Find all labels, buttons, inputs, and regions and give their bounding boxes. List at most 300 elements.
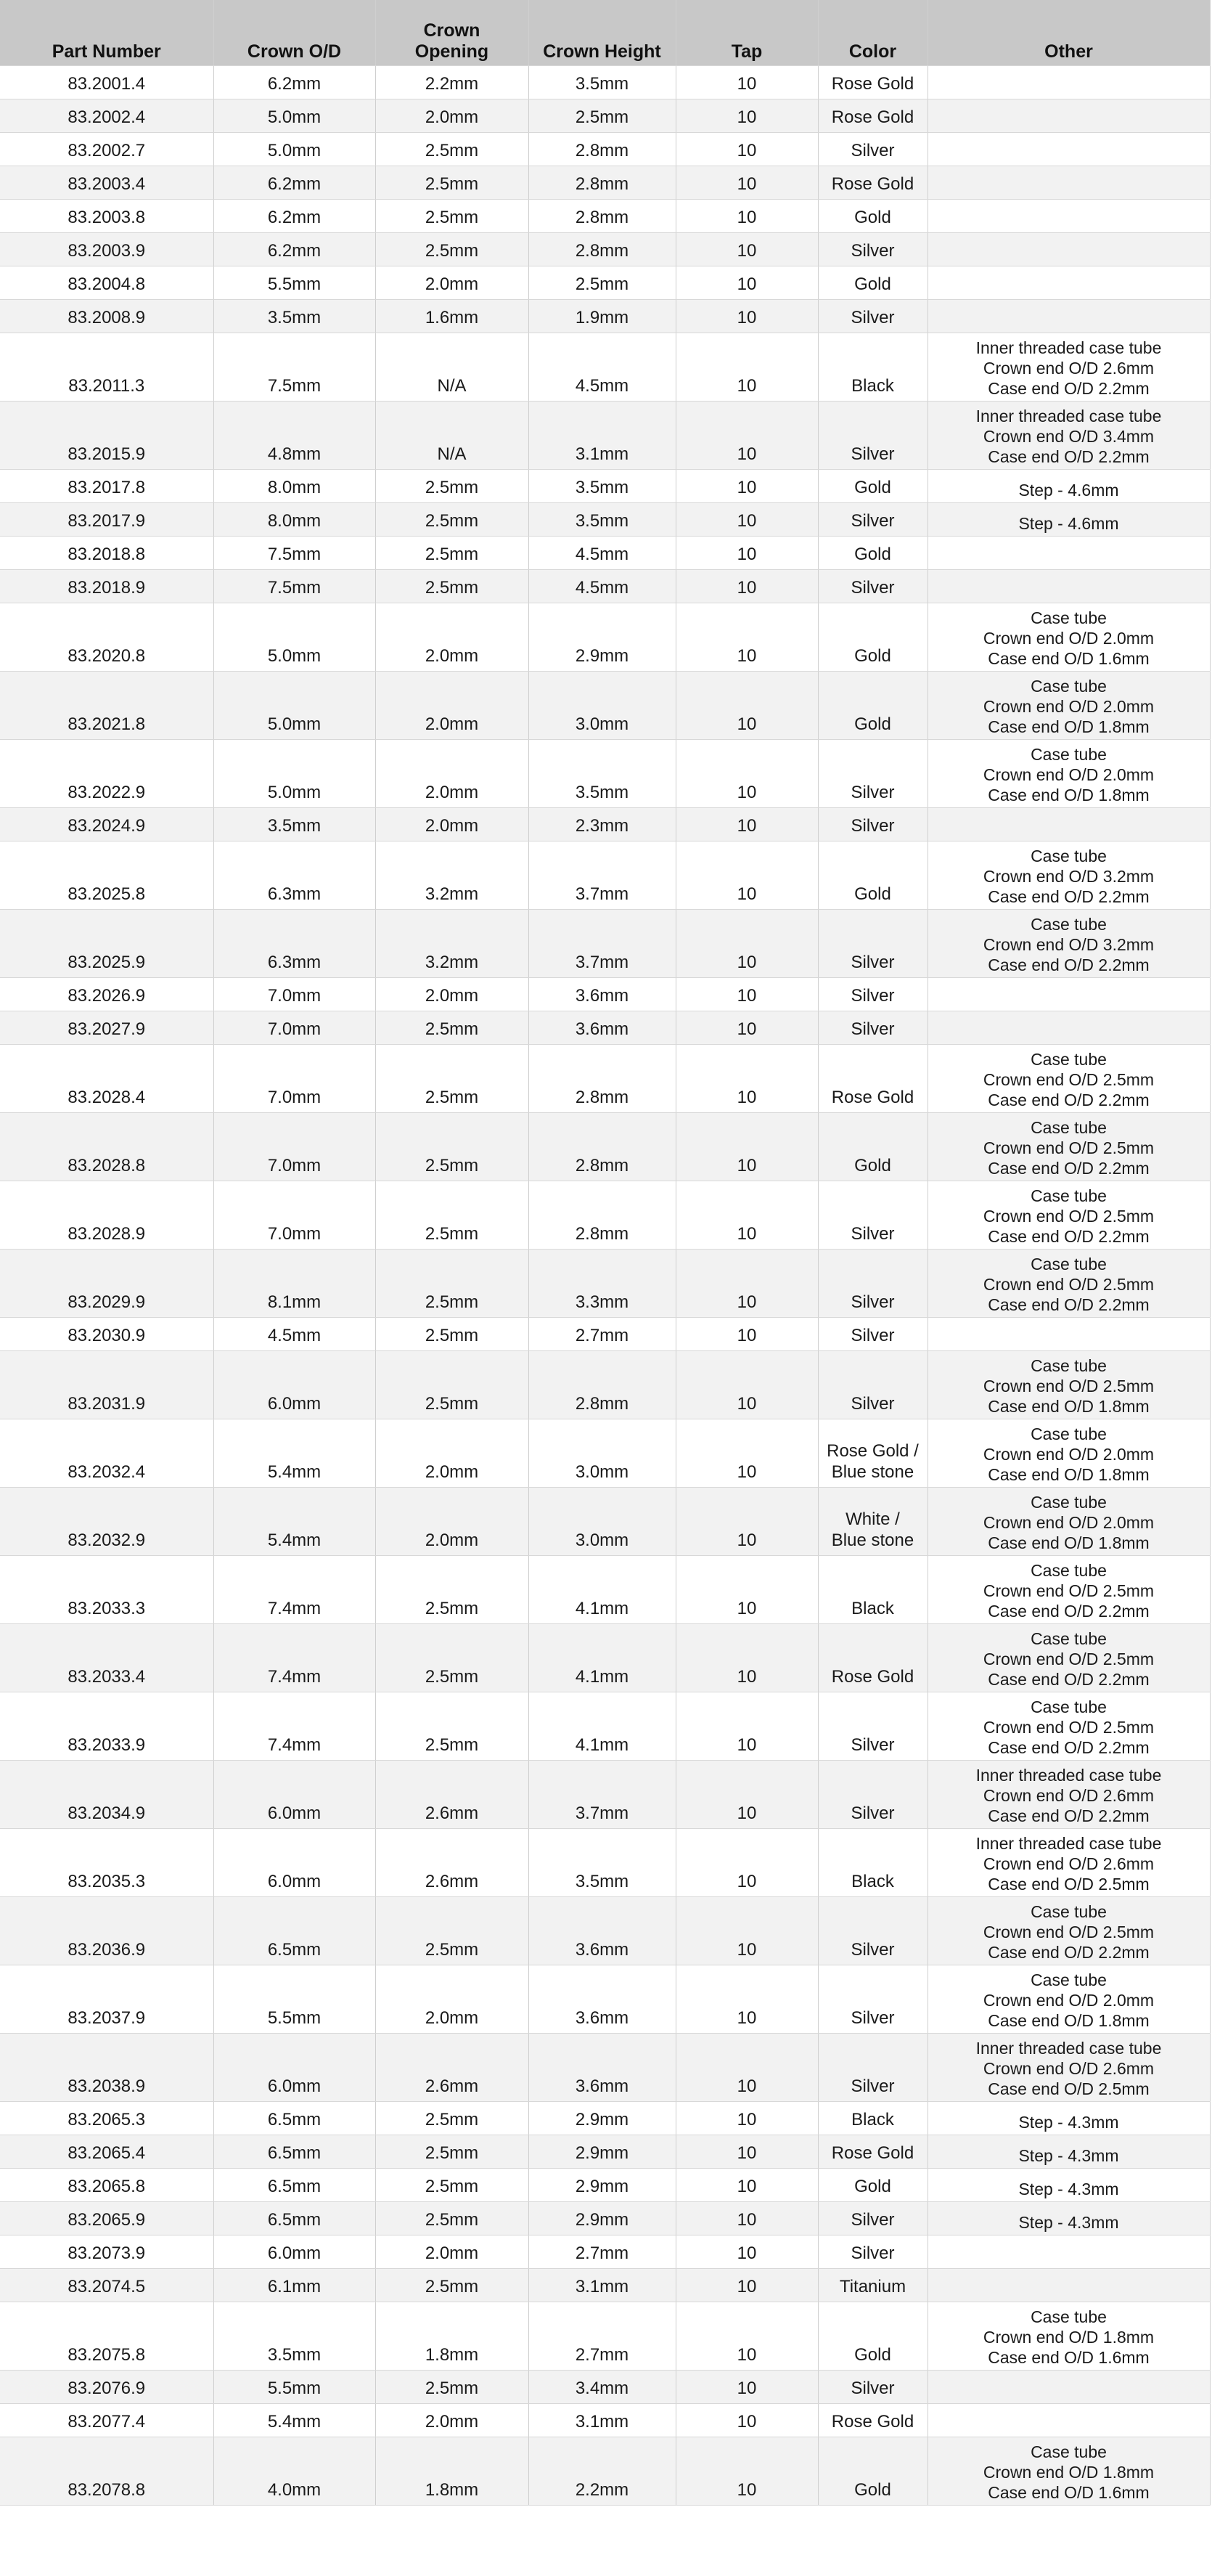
crown-od-cell: 6.3mm: [213, 910, 375, 978]
crown-od-cell: 6.5mm: [213, 2169, 375, 2202]
tap-cell: 10: [676, 2371, 818, 2404]
crown-height-cell: 1.9mm: [528, 300, 676, 333]
crown-height-cell: 2.8mm: [528, 1351, 676, 1419]
crown-opening-cell: 2.0mm: [375, 99, 528, 133]
table-row: [0, 1419, 1210, 1488]
part-number-cell: 83.2033.3: [0, 1556, 213, 1624]
other-cell: [928, 133, 1210, 166]
crown-opening-cell: 2.0mm: [375, 808, 528, 841]
crown-opening-cell: 2.5mm: [375, 1624, 528, 1692]
crown-height-cell: 2.7mm: [528, 2235, 676, 2269]
tap-cell: 10: [676, 978, 818, 1011]
tap-cell: 10: [676, 1624, 818, 1692]
other-cell: Case tube Crown end O/D 3.2mm Case end O/D 2.2mm: [928, 841, 1210, 910]
tap-cell: 10: [676, 910, 818, 978]
crown-height-cell: 2.9mm: [528, 603, 676, 672]
crown-od-cell: 7.0mm: [213, 978, 375, 1011]
table-row: [0, 1113, 1210, 1181]
tap-cell: 10: [676, 2034, 818, 2102]
header-crown-od: Crown O/D: [213, 0, 375, 66]
tap-cell: 10: [676, 808, 818, 841]
other-cell: [928, 233, 1210, 266]
tap-cell: 10: [676, 603, 818, 672]
part-number-cell: 83.2004.8: [0, 266, 213, 300]
other-cell: Case tube Crown end O/D 2.5mm Case end O/D 2.2mm: [928, 1897, 1210, 1965]
color-cell: Silver: [818, 910, 928, 978]
header-crown-opening: Crown Opening: [375, 0, 528, 66]
color-cell: Silver: [818, 503, 928, 537]
other-cell: Case tube Crown end O/D 2.0mm Case end O/D 1.6mm: [928, 603, 1210, 672]
crown-height-cell: 3.5mm: [528, 470, 676, 503]
part-number-cell: 83.2033.9: [0, 1692, 213, 1761]
crown-opening-cell: 2.5mm: [375, 570, 528, 603]
tap-cell: 10: [676, 537, 818, 570]
crown-od-cell: 4.0mm: [213, 2437, 375, 2506]
table-row: [0, 2135, 1210, 2169]
crown-od-cell: 3.5mm: [213, 300, 375, 333]
part-number-cell: 83.2018.9: [0, 570, 213, 603]
crown-opening-cell: 2.0mm: [375, 603, 528, 672]
crown-od-cell: 6.2mm: [213, 233, 375, 266]
crown-od-cell: 6.2mm: [213, 200, 375, 233]
table-row: [0, 402, 1210, 470]
part-number-cell: 83.2029.9: [0, 1250, 213, 1318]
part-number-cell: 83.2076.9: [0, 2371, 213, 2404]
crown-opening-cell: 2.6mm: [375, 2034, 528, 2102]
crown-opening-cell: 2.5mm: [375, 1250, 528, 1318]
table-row: [0, 333, 1210, 402]
crown-od-cell: 5.0mm: [213, 99, 375, 133]
crown-height-cell: 4.1mm: [528, 1624, 676, 1692]
crown-opening-cell: 2.5mm: [375, 1692, 528, 1761]
other-cell: Case tube Crown end O/D 2.0mm Case end O/D 1.8mm: [928, 1965, 1210, 2034]
crown-od-cell: 6.1mm: [213, 2269, 375, 2302]
crown-opening-cell: N/A: [375, 402, 528, 470]
color-cell: Silver: [818, 1011, 928, 1045]
crown-od-cell: 7.4mm: [213, 1624, 375, 1692]
crown-opening-cell: 2.0mm: [375, 266, 528, 300]
crown-opening-cell: N/A: [375, 333, 528, 402]
part-number-cell: 83.2018.8: [0, 537, 213, 570]
tap-cell: 10: [676, 233, 818, 266]
part-number-cell: 83.2035.3: [0, 1829, 213, 1897]
table-row: [0, 99, 1210, 133]
crown-od-cell: 5.5mm: [213, 2371, 375, 2404]
other-cell: [928, 1318, 1210, 1351]
part-number-cell: 83.2024.9: [0, 808, 213, 841]
table-row: [0, 1011, 1210, 1045]
other-cell: Inner threaded case tube Crown end O/D 2.6mm Case end O/D 2.2mm: [928, 333, 1210, 402]
part-number-cell: 83.2065.8: [0, 2169, 213, 2202]
crown-od-cell: 5.0mm: [213, 603, 375, 672]
table-row: [0, 1692, 1210, 1761]
crown-height-cell: 3.5mm: [528, 1829, 676, 1897]
table-row: [0, 503, 1210, 537]
other-cell: Case tube Crown end O/D 2.5mm Case end O/D 2.2mm: [928, 1692, 1210, 1761]
tap-cell: 10: [676, 1045, 818, 1113]
part-number-cell: 83.2021.8: [0, 672, 213, 740]
crown-height-cell: 2.7mm: [528, 2302, 676, 2371]
tap-cell: 10: [676, 266, 818, 300]
crown-opening-cell: 2.0mm: [375, 672, 528, 740]
color-cell: Gold: [818, 537, 928, 570]
crown-height-cell: 3.0mm: [528, 1488, 676, 1556]
header-color: Color: [818, 0, 928, 66]
table-row: [0, 1761, 1210, 1829]
crown-opening-cell: 2.5mm: [375, 2102, 528, 2135]
other-cell: Step - 4.3mm: [928, 2102, 1210, 2135]
table-row: [0, 1624, 1210, 1692]
tap-cell: 10: [676, 1181, 818, 1250]
crown-height-cell: 2.8mm: [528, 1181, 676, 1250]
crown-opening-cell: 2.5mm: [375, 1318, 528, 1351]
color-cell: Rose Gold: [818, 66, 928, 99]
crown-od-cell: 6.0mm: [213, 2034, 375, 2102]
tap-cell: 10: [676, 1897, 818, 1965]
other-cell: [928, 200, 1210, 233]
crown-od-cell: 6.5mm: [213, 1897, 375, 1965]
tap-cell: 10: [676, 133, 818, 166]
crown-opening-cell: 2.6mm: [375, 1829, 528, 1897]
other-cell: [928, 99, 1210, 133]
part-number-cell: 83.2032.4: [0, 1419, 213, 1488]
table-row: [0, 978, 1210, 1011]
crown-od-cell: 6.0mm: [213, 1761, 375, 1829]
crown-od-cell: 6.2mm: [213, 66, 375, 99]
tap-cell: 10: [676, 2269, 818, 2302]
crown-od-cell: 6.2mm: [213, 166, 375, 200]
other-cell: Case tube Crown end O/D 2.5mm Case end O/D 2.2mm: [928, 1250, 1210, 1318]
crown-od-cell: 3.5mm: [213, 808, 375, 841]
crown-opening-cell: 2.5mm: [375, 1045, 528, 1113]
tap-cell: 10: [676, 2135, 818, 2169]
crown-height-cell: 3.1mm: [528, 2269, 676, 2302]
crown-height-cell: 3.5mm: [528, 66, 676, 99]
part-number-cell: 83.2038.9: [0, 2034, 213, 2102]
color-cell: Gold: [818, 2169, 928, 2202]
tap-cell: 10: [676, 1351, 818, 1419]
tap-cell: 10: [676, 1692, 818, 1761]
other-cell: [928, 537, 1210, 570]
crown-opening-cell: 2.0mm: [375, 1965, 528, 2034]
table-row: [0, 740, 1210, 808]
tap-cell: 10: [676, 66, 818, 99]
other-cell: [928, 808, 1210, 841]
tap-cell: 10: [676, 166, 818, 200]
part-number-cell: 83.2077.4: [0, 2404, 213, 2437]
other-cell: [928, 1011, 1210, 1045]
other-cell: [928, 66, 1210, 99]
color-cell: Black: [818, 333, 928, 402]
part-number-cell: 83.2022.9: [0, 740, 213, 808]
crown-height-cell: 3.7mm: [528, 910, 676, 978]
other-cell: Case tube Crown end O/D 2.5mm Case end O/D 2.2mm: [928, 1556, 1210, 1624]
crown-opening-cell: 3.2mm: [375, 841, 528, 910]
part-number-cell: 83.2065.4: [0, 2135, 213, 2169]
tap-cell: 10: [676, 2235, 818, 2269]
crown-opening-cell: 1.8mm: [375, 2302, 528, 2371]
table-row: [0, 808, 1210, 841]
crown-opening-cell: 2.5mm: [375, 537, 528, 570]
color-cell: Silver: [818, 1965, 928, 2034]
color-cell: Silver: [818, 808, 928, 841]
table-row: [0, 2102, 1210, 2135]
table-row: [0, 133, 1210, 166]
crown-opening-cell: 2.5mm: [375, 1897, 528, 1965]
crown-opening-cell: 2.6mm: [375, 1761, 528, 1829]
other-cell: Step - 4.3mm: [928, 2202, 1210, 2235]
table-row: [0, 66, 1210, 99]
other-cell: Case tube Crown end O/D 1.8mm Case end O/D 1.6mm: [928, 2437, 1210, 2506]
part-number-cell: 83.2036.9: [0, 1897, 213, 1965]
table-row: [0, 233, 1210, 266]
tap-cell: 10: [676, 2404, 818, 2437]
table-row: [0, 910, 1210, 978]
other-cell: [928, 2404, 1210, 2437]
crown-od-cell: 4.8mm: [213, 402, 375, 470]
tap-cell: 10: [676, 503, 818, 537]
other-cell: Case tube Crown end O/D 2.5mm Case end O/D 2.2mm: [928, 1045, 1210, 1113]
table-row: [0, 2371, 1210, 2404]
crown-opening-cell: 2.5mm: [375, 200, 528, 233]
crown-od-cell: 5.0mm: [213, 133, 375, 166]
part-number-cell: 83.2073.9: [0, 2235, 213, 2269]
other-cell: Step - 4.3mm: [928, 2135, 1210, 2169]
tap-cell: 10: [676, 672, 818, 740]
part-number-cell: 83.2003.4: [0, 166, 213, 200]
crown-opening-cell: 2.5mm: [375, 1556, 528, 1624]
color-cell: White / Blue stone: [818, 1488, 928, 1556]
crown-height-cell: 3.3mm: [528, 1250, 676, 1318]
crown-height-cell: 3.5mm: [528, 503, 676, 537]
crown-height-cell: 4.1mm: [528, 1692, 676, 1761]
part-number-cell: 83.2028.9: [0, 1181, 213, 1250]
color-cell: Silver: [818, 1250, 928, 1318]
crown-od-cell: 7.5mm: [213, 333, 375, 402]
crown-height-cell: 3.5mm: [528, 740, 676, 808]
crown-opening-cell: 2.5mm: [375, 1181, 528, 1250]
crown-height-cell: 2.8mm: [528, 233, 676, 266]
crown-od-cell: 7.4mm: [213, 1692, 375, 1761]
color-cell: Gold: [818, 470, 928, 503]
color-cell: Silver: [818, 1761, 928, 1829]
header-tap: Tap: [676, 0, 818, 66]
crown-opening-cell: 2.5mm: [375, 2169, 528, 2202]
crown-height-cell: 2.2mm: [528, 2437, 676, 2506]
table-row: [0, 1829, 1210, 1897]
crown-height-cell: 2.9mm: [528, 2169, 676, 2202]
tap-cell: 10: [676, 1419, 818, 1488]
part-number-cell: 83.2025.8: [0, 841, 213, 910]
header-crown-height: Crown Height: [528, 0, 676, 66]
crown-opening-cell: 2.0mm: [375, 1488, 528, 1556]
table-row: [0, 2169, 1210, 2202]
tap-cell: 10: [676, 2437, 818, 2506]
part-number-cell: 83.2025.9: [0, 910, 213, 978]
crown-opening-cell: 2.5mm: [375, 2269, 528, 2302]
part-number-cell: 83.2065.3: [0, 2102, 213, 2135]
part-number-cell: 83.2015.9: [0, 402, 213, 470]
crown-opening-cell: 2.2mm: [375, 66, 528, 99]
other-cell: Case tube Crown end O/D 2.0mm Case end O/D 1.8mm: [928, 672, 1210, 740]
color-cell: Gold: [818, 2437, 928, 2506]
other-cell: Step - 4.6mm: [928, 503, 1210, 537]
crown-height-cell: 4.5mm: [528, 333, 676, 402]
crown-height-cell: 2.8mm: [528, 1113, 676, 1181]
color-cell: Rose Gold: [818, 2404, 928, 2437]
part-number-cell: 83.2031.9: [0, 1351, 213, 1419]
crown-od-cell: 6.0mm: [213, 2235, 375, 2269]
other-cell: [928, 2269, 1210, 2302]
tap-cell: 10: [676, 2302, 818, 2371]
table-row: [0, 1318, 1210, 1351]
crown-height-cell: 3.1mm: [528, 2404, 676, 2437]
part-number-cell: 83.2011.3: [0, 333, 213, 402]
color-cell: Rose Gold: [818, 2135, 928, 2169]
part-number-cell: 83.2002.4: [0, 99, 213, 133]
table-row: [0, 1351, 1210, 1419]
part-number-cell: 83.2003.9: [0, 233, 213, 266]
color-cell: Titanium: [818, 2269, 928, 2302]
crown-height-cell: 2.8mm: [528, 166, 676, 200]
table-row: [0, 1045, 1210, 1113]
color-cell: Gold: [818, 1113, 928, 1181]
other-cell: Case tube Crown end O/D 1.8mm Case end O/D 1.6mm: [928, 2302, 1210, 2371]
other-cell: Step - 4.3mm: [928, 2169, 1210, 2202]
part-number-cell: 83.2028.4: [0, 1045, 213, 1113]
table-row: [0, 537, 1210, 570]
other-cell: Case tube Crown end O/D 2.5mm Case end O/D 2.2mm: [928, 1181, 1210, 1250]
crown-height-cell: 3.6mm: [528, 2034, 676, 2102]
color-cell: Rose Gold: [818, 1624, 928, 1692]
crown-od-cell: 6.3mm: [213, 841, 375, 910]
color-cell: Rose Gold: [818, 166, 928, 200]
tap-cell: 10: [676, 1250, 818, 1318]
color-cell: Silver: [818, 2371, 928, 2404]
table-body: [0, 66, 1210, 2506]
table-row: [0, 1965, 1210, 2034]
table-row: [0, 200, 1210, 233]
crown-opening-cell: 2.5mm: [375, 1113, 528, 1181]
crown-height-cell: 2.8mm: [528, 1045, 676, 1113]
other-cell: Case tube Crown end O/D 2.5mm Case end O/D 2.2mm: [928, 1113, 1210, 1181]
table-row: [0, 2404, 1210, 2437]
color-cell: Silver: [818, 2235, 928, 2269]
table-row: [0, 1250, 1210, 1318]
crown-opening-cell: 2.5mm: [375, 1011, 528, 1045]
crown-height-cell: 2.3mm: [528, 808, 676, 841]
other-cell: [928, 2371, 1210, 2404]
crown-height-cell: 3.6mm: [528, 1965, 676, 2034]
color-cell: Gold: [818, 200, 928, 233]
crown-opening-cell: 2.5mm: [375, 2371, 528, 2404]
table-row: [0, 2034, 1210, 2102]
crown-height-cell: 3.1mm: [528, 402, 676, 470]
other-cell: Case tube Crown end O/D 2.0mm Case end O/D 1.8mm: [928, 1488, 1210, 1556]
color-cell: Rose Gold: [818, 1045, 928, 1113]
crown-height-cell: 3.4mm: [528, 2371, 676, 2404]
tap-cell: 10: [676, 470, 818, 503]
part-number-cell: 83.2034.9: [0, 1761, 213, 1829]
tap-cell: 10: [676, 1965, 818, 2034]
color-cell: Rose Gold: [818, 99, 928, 133]
color-cell: Silver: [818, 402, 928, 470]
crown-opening-cell: 2.5mm: [375, 166, 528, 200]
tap-cell: 10: [676, 300, 818, 333]
color-cell: Silver: [818, 1318, 928, 1351]
crown-od-cell: 5.0mm: [213, 672, 375, 740]
table-row: [0, 1556, 1210, 1624]
tap-cell: 10: [676, 1761, 818, 1829]
tap-cell: 10: [676, 2202, 818, 2235]
crown-height-cell: 3.0mm: [528, 1419, 676, 1488]
tap-cell: 10: [676, 2102, 818, 2135]
tap-cell: 10: [676, 841, 818, 910]
crown-height-cell: 3.0mm: [528, 672, 676, 740]
part-number-cell: 83.2065.9: [0, 2202, 213, 2235]
part-number-cell: 83.2002.7: [0, 133, 213, 166]
crown-height-cell: 3.7mm: [528, 1761, 676, 1829]
tap-cell: 10: [676, 333, 818, 402]
color-cell: Gold: [818, 2302, 928, 2371]
tap-cell: 10: [676, 1488, 818, 1556]
table-row: [0, 166, 1210, 200]
crown-height-cell: 2.5mm: [528, 266, 676, 300]
crown-height-cell: 2.9mm: [528, 2202, 676, 2235]
table-row: [0, 1488, 1210, 1556]
crown-od-cell: 5.4mm: [213, 1419, 375, 1488]
other-cell: Step - 4.6mm: [928, 470, 1210, 503]
color-cell: Rose Gold / Blue stone: [818, 1419, 928, 1488]
crown-od-cell: 8.0mm: [213, 470, 375, 503]
other-cell: [928, 266, 1210, 300]
crown-height-cell: 2.7mm: [528, 1318, 676, 1351]
crown-od-cell: 6.5mm: [213, 2135, 375, 2169]
other-cell: [928, 166, 1210, 200]
crown-height-cell: 3.6mm: [528, 1011, 676, 1045]
crown-od-cell: 8.1mm: [213, 1250, 375, 1318]
part-number-cell: 83.2078.8: [0, 2437, 213, 2506]
color-cell: Silver: [818, 1181, 928, 1250]
other-cell: [928, 300, 1210, 333]
table-row: [0, 1181, 1210, 1250]
part-number-cell: 83.2027.9: [0, 1011, 213, 1045]
tap-cell: 10: [676, 570, 818, 603]
other-cell: Inner threaded case tube Crown end O/D 2.6mm Case end O/D 2.5mm: [928, 1829, 1210, 1897]
color-cell: Gold: [818, 603, 928, 672]
table-header: [0, 0, 1210, 66]
tap-cell: 10: [676, 1556, 818, 1624]
crown-height-cell: 4.5mm: [528, 537, 676, 570]
crown-height-cell: 2.8mm: [528, 200, 676, 233]
color-cell: Silver: [818, 1897, 928, 1965]
color-cell: Gold: [818, 841, 928, 910]
color-cell: Silver: [818, 740, 928, 808]
crown-height-cell: 3.6mm: [528, 1897, 676, 1965]
crown-opening-cell: 2.0mm: [375, 1419, 528, 1488]
other-cell: Case tube Crown end O/D 2.0mm Case end O/D 1.8mm: [928, 1419, 1210, 1488]
crown-od-cell: 7.0mm: [213, 1045, 375, 1113]
tap-cell: 10: [676, 402, 818, 470]
table-row: [0, 1897, 1210, 1965]
tap-cell: 10: [676, 1113, 818, 1181]
crown-od-cell: 5.4mm: [213, 2404, 375, 2437]
crown-od-cell: 8.0mm: [213, 503, 375, 537]
crown-od-cell: 6.0mm: [213, 1829, 375, 1897]
crown-height-cell: 3.6mm: [528, 978, 676, 1011]
other-cell: [928, 978, 1210, 1011]
part-number-cell: 83.2033.4: [0, 1624, 213, 1692]
